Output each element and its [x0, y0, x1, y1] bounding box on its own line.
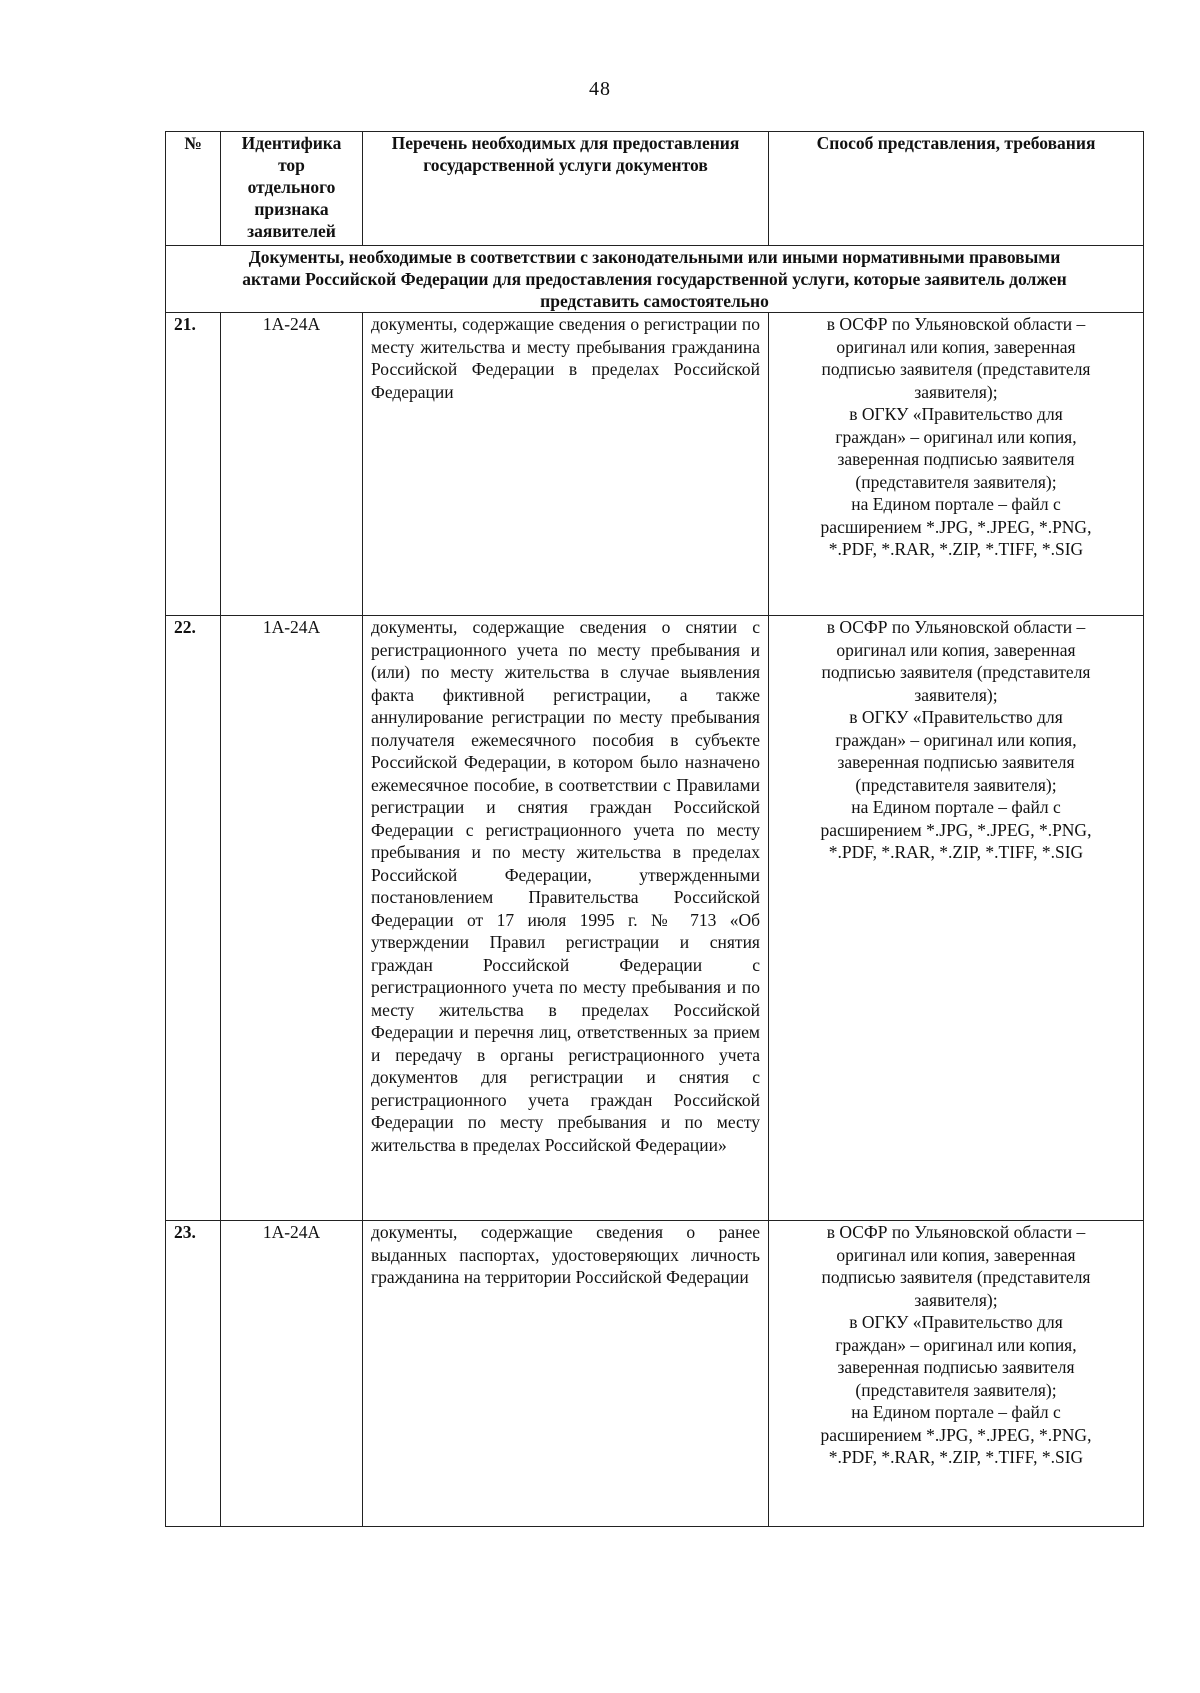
method-line: (представителя заявителя);	[855, 471, 1057, 492]
row-number: 23.	[166, 1221, 221, 1527]
method-line: в ОГКУ «Правительство для	[849, 707, 1063, 727]
method-line: заверенная подписью заявителя	[837, 752, 1075, 772]
header-documents-line: государственной услуги документов	[423, 155, 708, 175]
row-identifier: 1А-24А	[221, 1221, 363, 1527]
method-line: (представителя заявителя);	[855, 774, 1057, 795]
header-documents-line: Перечень необходимых для предоставления	[391, 133, 740, 153]
method-line: заверенная подписью заявителя	[837, 1357, 1075, 1377]
method-line: на Едином портале – файл с	[851, 1402, 1061, 1422]
row-number: 21.	[166, 313, 221, 616]
section-title-line: Документы, необходимые в соответствии с законодательными или иными нормативными правовыми	[248, 247, 1061, 267]
method-line: в ОГКУ «Правительство для	[849, 1312, 1063, 1332]
row-document: документы, содержащие сведения о снятии с регистрационного учета по месту пребывания и (или) по месту жительства в случае выявления факта фиктивной регистрации, а также аннулирование регистрации по месту пребывания получателя ежемесячного пособия в субъекте Российской Федерации, в котором было назначено ежемесячное пособие, в соответствии с Правилами регистрации и снятия граждан Российской Федерации с регистрационного учета по месту пребывания и по месту жительства в пределах Российской Федерации, утвержденными постановлением Правительства Российской Федерации от 17 июля 1995 г. № 713 «Об утверждении Правил регистрации и снятия граждан Российской Федерации с регистрационного учета по месту пребывания и по месту жительства в пределах Российской Федерации и перечня лиц, ответственных за прием и передачу в органы регистрационного учета документов для регистрации и снятия с регистрационного учета граждан Российской Федерации по месту пребывания и по месту жительства в пределах Российской Федерации»	[363, 616, 769, 1221]
method-line: *.PDF, *.RAR, *.ZIP, *.TIFF, *.SIG	[828, 1447, 1084, 1467]
method-line: *.PDF, *.RAR, *.ZIP, *.TIFF, *.SIG	[828, 539, 1084, 559]
header-documents	[363, 132, 769, 246]
table-row	[166, 1221, 1144, 1527]
row-method	[769, 1221, 1144, 1527]
method-line: подписью заявителя (представителя	[821, 1267, 1091, 1287]
method-line: оригинал или копия, заверенная	[836, 1244, 1076, 1265]
method-line: расширением *.JPG, *.JPEG, *.PNG,	[820, 819, 1092, 840]
method-line: заявителя);	[914, 381, 998, 402]
header-identifier-line: признака	[254, 199, 329, 219]
method-line: граждан» – оригинал или копия,	[835, 729, 1077, 750]
method-line: *.PDF, *.RAR, *.ZIP, *.TIFF, *.SIG	[828, 842, 1084, 862]
method-line: в ОГКУ «Правительство для	[849, 404, 1063, 424]
method-line: оригинал или копия, заверенная	[836, 336, 1076, 357]
row-identifier: 1А-24А	[221, 616, 363, 1221]
row-document: документы, содержащие сведения о регистрации по месту жительства и месту пребывания гражданина Российской Федерации в пределах Российской Федерации	[363, 313, 769, 616]
table-header-row	[166, 132, 1144, 246]
header-identifier-line: заявителей	[247, 221, 336, 241]
section-title-line: представить самостоятельно	[540, 291, 769, 311]
method-line: заявителя);	[914, 1289, 998, 1310]
method-line: подписью заявителя (представителя	[821, 662, 1091, 682]
row-number: 22.	[166, 616, 221, 1221]
header-number: №	[166, 132, 221, 246]
method-line: на Едином портале – файл с	[851, 494, 1061, 514]
section-title-row	[166, 246, 1144, 313]
section-title-line: актами Российской Федерации для предоставления государственной услуги, которые заявитель должен	[242, 269, 1067, 289]
method-line: заявителя);	[914, 684, 998, 705]
method-line: заверенная подписью заявителя	[837, 449, 1075, 469]
method-line: оригинал или копия, заверенная	[836, 639, 1076, 660]
method-line: расширением *.JPG, *.JPEG, *.PNG,	[820, 1424, 1092, 1445]
method-line: на Едином портале – файл с	[851, 797, 1061, 817]
method-line: (представителя заявителя);	[855, 1379, 1057, 1400]
header-identifier-line: тор	[278, 155, 305, 175]
header-identifier-line: отдельного	[247, 177, 336, 197]
method-line: в ОСФР по Ульяновской области –	[826, 617, 1086, 637]
method-line: в ОСФР по Ульяновской области –	[826, 314, 1086, 334]
method-line: граждан» – оригинал или копия,	[835, 426, 1077, 447]
table-row	[166, 313, 1144, 616]
row-document: документы, содержащие сведения о ранее выданных паспортах, удостоверяющих личность гражданина на территории Российской Федерации	[363, 1221, 769, 1527]
section-title	[166, 246, 1144, 313]
header-method: Способ представления, требования	[769, 132, 1144, 246]
method-line: граждан» – оригинал или копия,	[835, 1334, 1077, 1355]
row-method	[769, 616, 1144, 1221]
method-line: подписью заявителя (представителя	[821, 359, 1091, 379]
table-row	[166, 616, 1144, 1221]
row-method	[769, 313, 1144, 616]
row-identifier: 1А-24А	[221, 313, 363, 616]
method-line: расширением *.JPG, *.JPEG, *.PNG,	[820, 516, 1092, 537]
method-line: в ОСФР по Ульяновской области –	[826, 1222, 1086, 1242]
documents-table	[165, 131, 1144, 1527]
header-identifier-line: Идентифика	[241, 133, 342, 153]
header-identifier	[221, 132, 363, 246]
page-number: 48	[589, 78, 611, 100]
